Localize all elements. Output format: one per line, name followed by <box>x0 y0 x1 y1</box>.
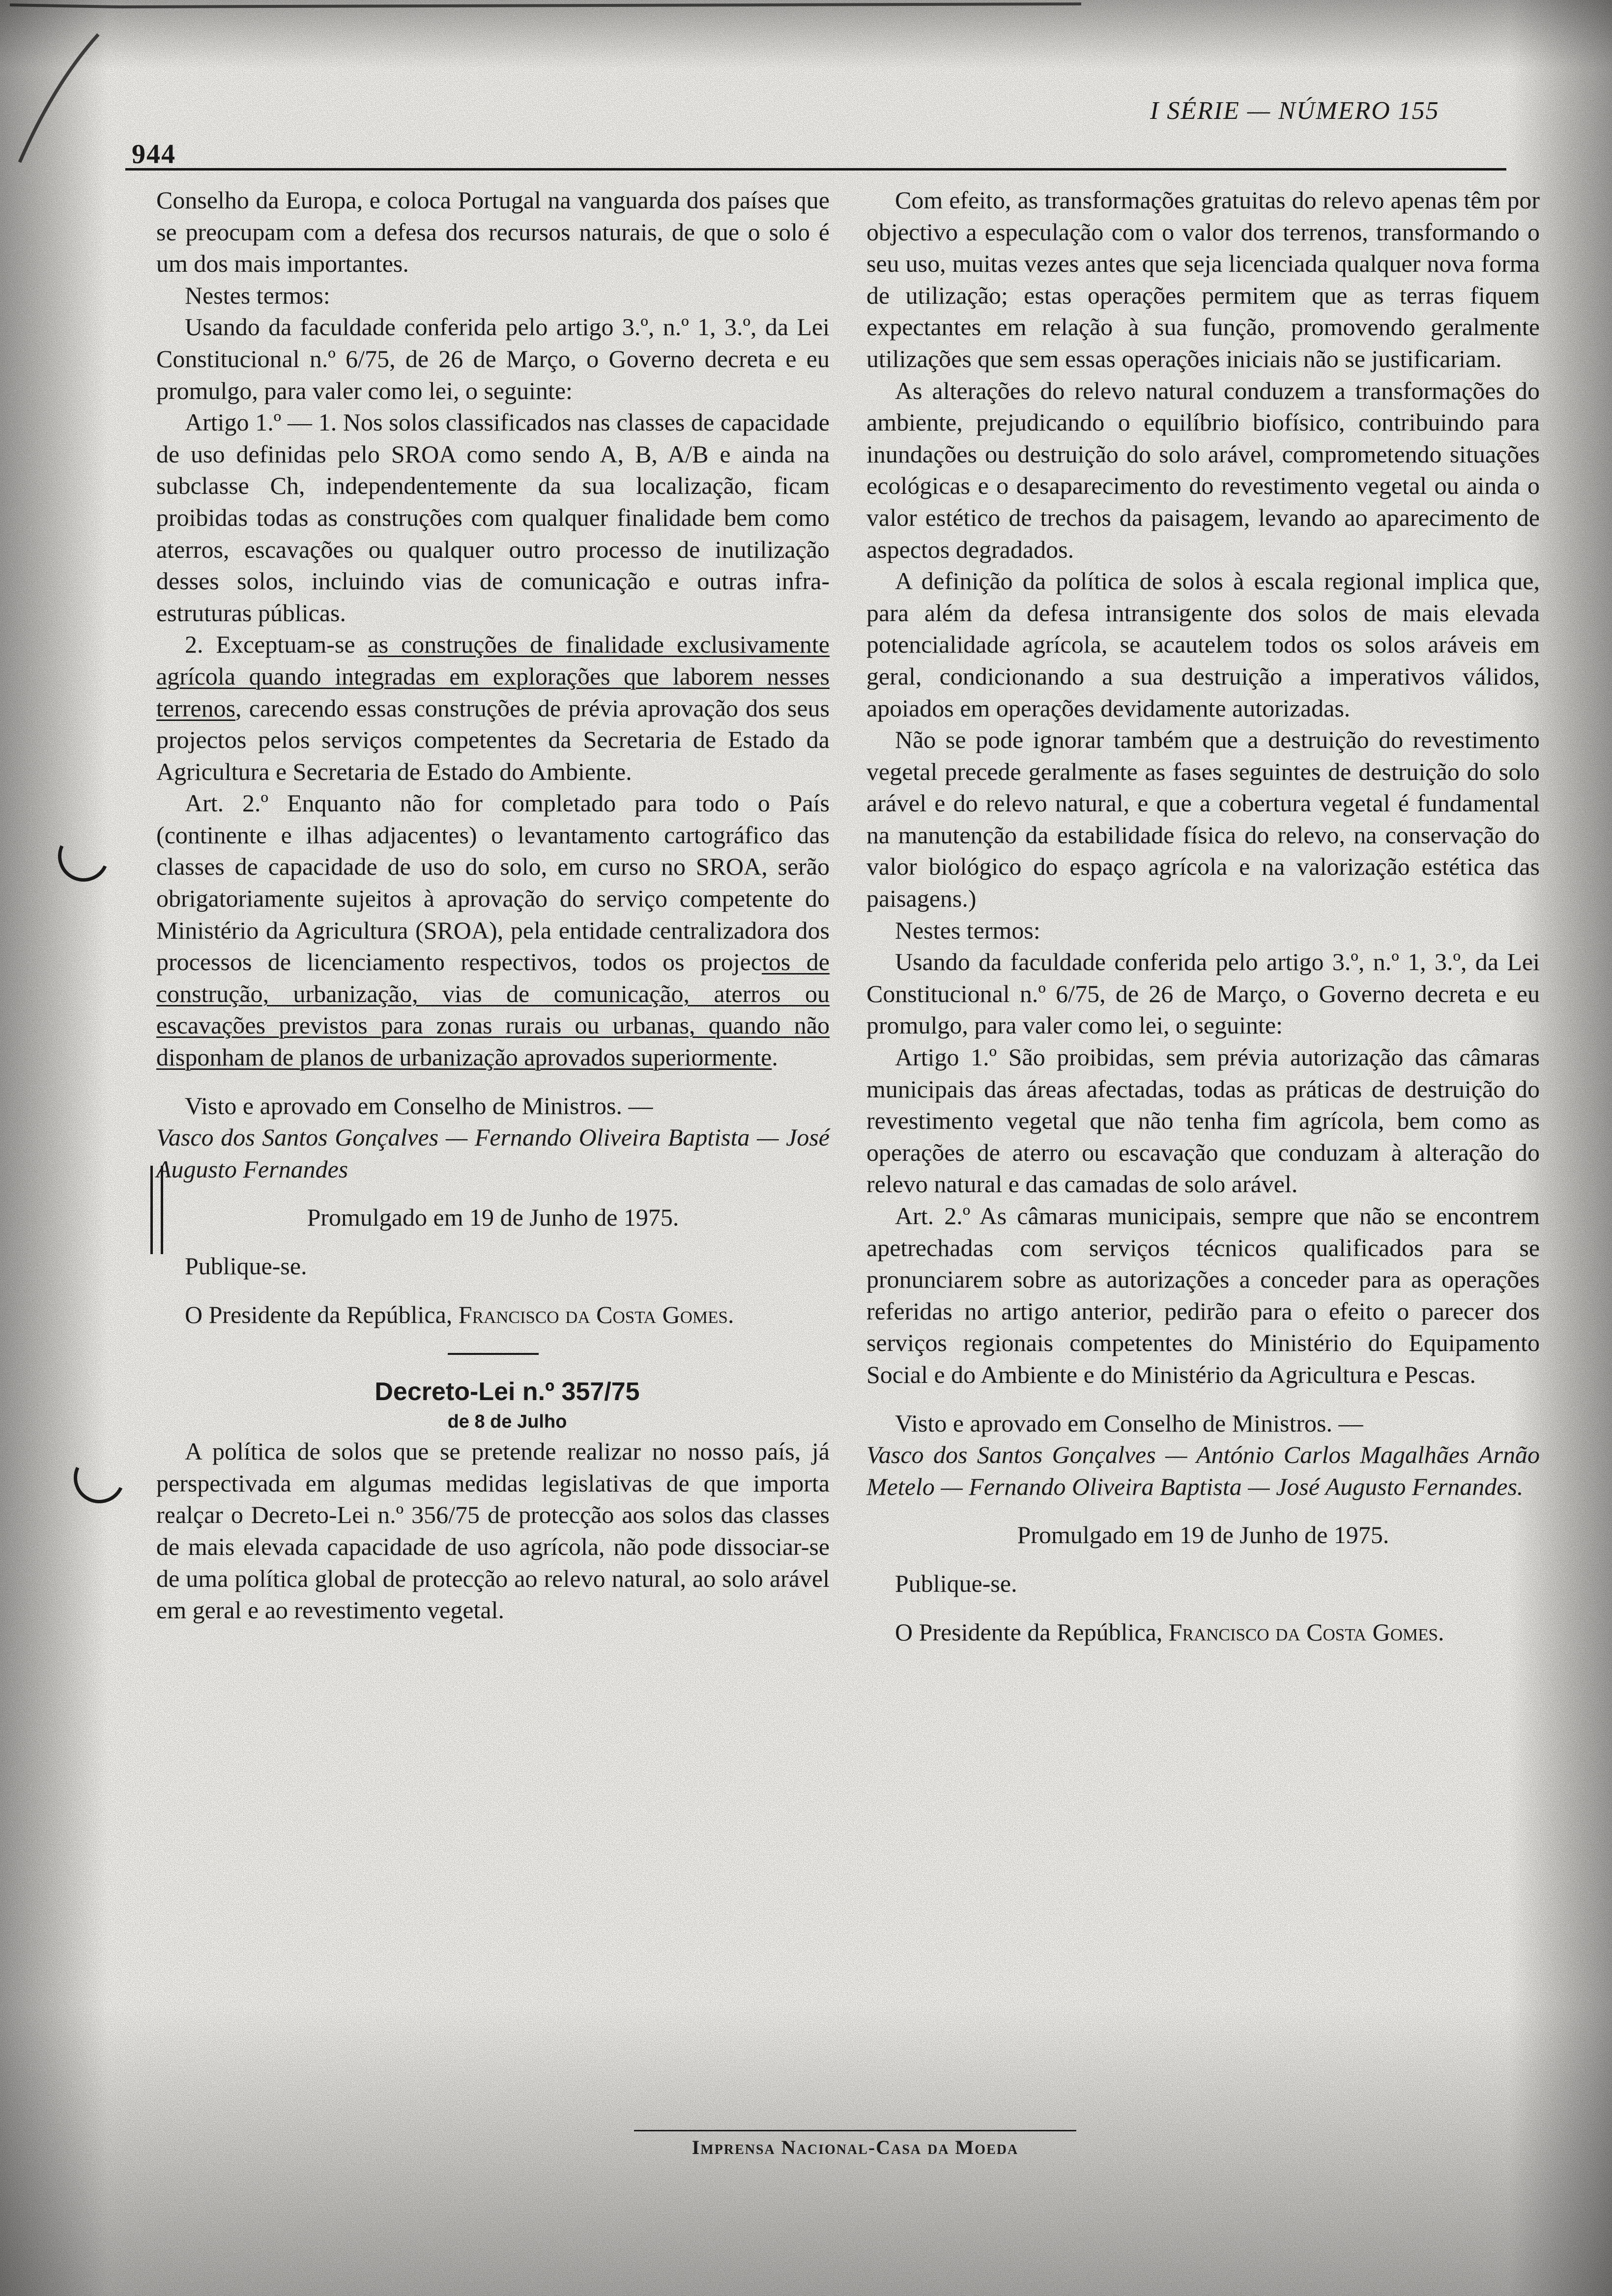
page-number: 944 <box>132 139 176 170</box>
paragraph: Usando da faculdade conferida pelo artigo 3.º, n.º 1, 3.º, da Lei Constitucional n.º 6/75, de 26 de Março, o Governo decreta e eu promulgo, para valer como lei, o seguinte: <box>156 311 830 406</box>
decree-preamble: A política de solos que se pretende realizar no nosso país, já perspectivada em algumas medidas legislativas de que importa realçar o Decreto-Lei n.º 356/75 de protecção aos solos das classes de mais elevada capacidade de uso agrícola, não pode dissociar-se de uma política global de protecção ao relevo natural, ao solo arável em geral e ao revestimento vegetal. <box>156 1435 830 1626</box>
paragraph: Nestes termos: <box>866 915 1540 947</box>
president-name: Francisco da Costa Gomes <box>459 1301 728 1328</box>
paragraph: Com efeito, as transformações gratuitas do relevo apenas têm por objectivo a especulação com o valor dos terrenos, transformando o seu uso, muitas vezes antes que seja licenciada qualquer nova forma de utilização; estas operações permitem que as terras fiquem expectantes em relação à sua função, promovendo geralmente utilizações que sem essas operações iniciais não se justificariam. <box>866 184 1540 375</box>
decree-title: Decreto-Lei n.º 357/75 <box>156 1376 830 1408</box>
signatories: Vasco dos Santos Gonçalves — António Carlos Magalhães Arnão Metelo — Fernando Oliveira Baptista — José Augusto Fernandes. <box>866 1439 1540 1502</box>
article-1: Artigo 1.º — 1. Nos solos classificados nas classes de capacidade de uso definidas pelo SROA como sendo A, B, A/B e ainda na subclasse Ch, independentemente da sua localização, ficam proibidas todas as construções com qualquer finalidade bem como aterros, escavações ou qualquer outro processo de inutilização desses solos, incluindo vias de comunicação e outras infra-estruturas públicas. <box>156 406 830 629</box>
publish-line: Publique-se. <box>156 1250 830 1282</box>
paragraph: Usando da faculdade conferida pelo artigo 3.º, n.º 1, 3.º, da Lei Constitucional n.º 6/75, de 26 de Março, o Governo decreta e eu promulgo, para valer como lei, o seguinte: <box>866 946 1540 1041</box>
text-run: 2. Exceptuam-se <box>185 631 368 658</box>
president-label: O Presidente da República, <box>895 1618 1169 1646</box>
paragraph: Não se pode ignorar também que a destruição do revestimento vegetal precede geralmente as fases seguintes de destruição do solo arável e do relevo natural, e que a cobertura vegetal é fundamental na manutenção da estabilidade física do relevo, na conservação do valor biológico do espaço agrícola e na valorização estética das paisagens.) <box>866 724 1540 915</box>
text-run: . <box>728 1301 734 1328</box>
article-1: Artigo 1.º São proibidas, sem prévia autorização das câmaras municipais das áreas afectadas, todas as práticas de destruição do revestimento vegetal que não tenha fim agrícola, bem como as operações de aterro ou escavação que conduzam à alteração do relevo natural e das camadas de solo arável. <box>866 1041 1540 1200</box>
series-heading: I SÉRIE — NÚMERO 155 <box>1150 96 1439 125</box>
paragraph: Nestes termos: <box>156 280 830 312</box>
promulgation-line: Promulgado em 19 de Junho de 1975. <box>866 1519 1540 1551</box>
decree-date: de 8 de Julho <box>156 1408 830 1435</box>
text-run: . <box>1438 1618 1444 1646</box>
text-run: . <box>772 1043 778 1071</box>
underlined-passage: as construções de finalidade exclusivamente agrícola quando integradas em explorações que laborem nesses terrenos <box>156 631 830 721</box>
president-name: Francisco da Costa Gomes <box>1169 1618 1438 1646</box>
text-run: Art. 2.º Enquanto não for completado para todo o País (continente e ilhas adjacentes) o levantamento cartográfico das classes de capacidade de uso do solo, em curso no SROA, serão obrigatoriamente sujeitos à aprovação do serviço competente do Ministério da Agricultura (SROA), pela entidade centralizadora dos processos de licenciamento respectivos, todos os projec <box>156 789 830 976</box>
publish-line: Publique-se. <box>866 1568 1540 1600</box>
signatories: Vasco dos Santos Gonçalves — Fernando Oliveira Baptista — José Augusto Fernandes <box>156 1121 830 1185</box>
paragraph: A definição da política de solos à escala regional implica que, para além da defesa intransigente dos solos de mais elevada potencialidade agrícola, se acautelem todos os solos aráveis em geral, condicionando a sua destruição a imperativos válidos, apoiados em operações devidamente autorizadas. <box>866 565 1540 724</box>
paragraph: As alterações do relevo natural conduzem a transformações do ambiente, prejudicando o equilíbrio biofísico, contribuindo para inundações ou destruição do solo arável, comprometendo situações ecológicas e o desaparecimento do revestimento vegetal ou ainda o valor estético de trechos da paisagem, levando ao aparecimento de aspectos degradados. <box>866 375 1540 566</box>
paragraph: Conselho da Europa, e coloca Portugal na vanguarda dos países que se preocupam com a defesa dos recursos naturais, de que o solo é um dos mais importantes. <box>156 184 830 280</box>
approval-line: Visto e aprovado em Conselho de Ministros. — <box>156 1090 830 1122</box>
publisher-footer: Imprensa Nacional-Casa da Moeda <box>634 2136 1076 2159</box>
promulgation-line: Promulgado em 19 de Junho de 1975. <box>156 1202 830 1234</box>
president-label: O Presidente da República, <box>185 1301 459 1328</box>
underlined-passage: tos de construção, urbanização, vias de comunicação, aterros ou escavações previstos para zonas rurais ou urbanas, quando não disponham de planos de urbanização aprovados superiormente <box>156 948 830 1071</box>
text-run: , carecendo essas construções de prévia aprovação dos seus projectos pelos serviços competentes da Secretaria de Estado da Agricultura e Secretaria de Estado do Ambiente. <box>156 694 830 785</box>
article-2: Art. 2.º As câmaras municipais, sempre que não se encontrem apetrechadas com serviços técnicos qualificados para se pronunciarem sobre as autorizações a conceder para as operações referidas no artigo anterior, pedirão para o efeito o parecer dos serviços regionais competentes do Ministério do Equipamento Social e do Ambiente e do Ministério da Agricultura e Pescas. <box>866 1200 1540 1391</box>
approval-line: Visto e aprovado em Conselho de Ministros. — <box>866 1407 1540 1439</box>
